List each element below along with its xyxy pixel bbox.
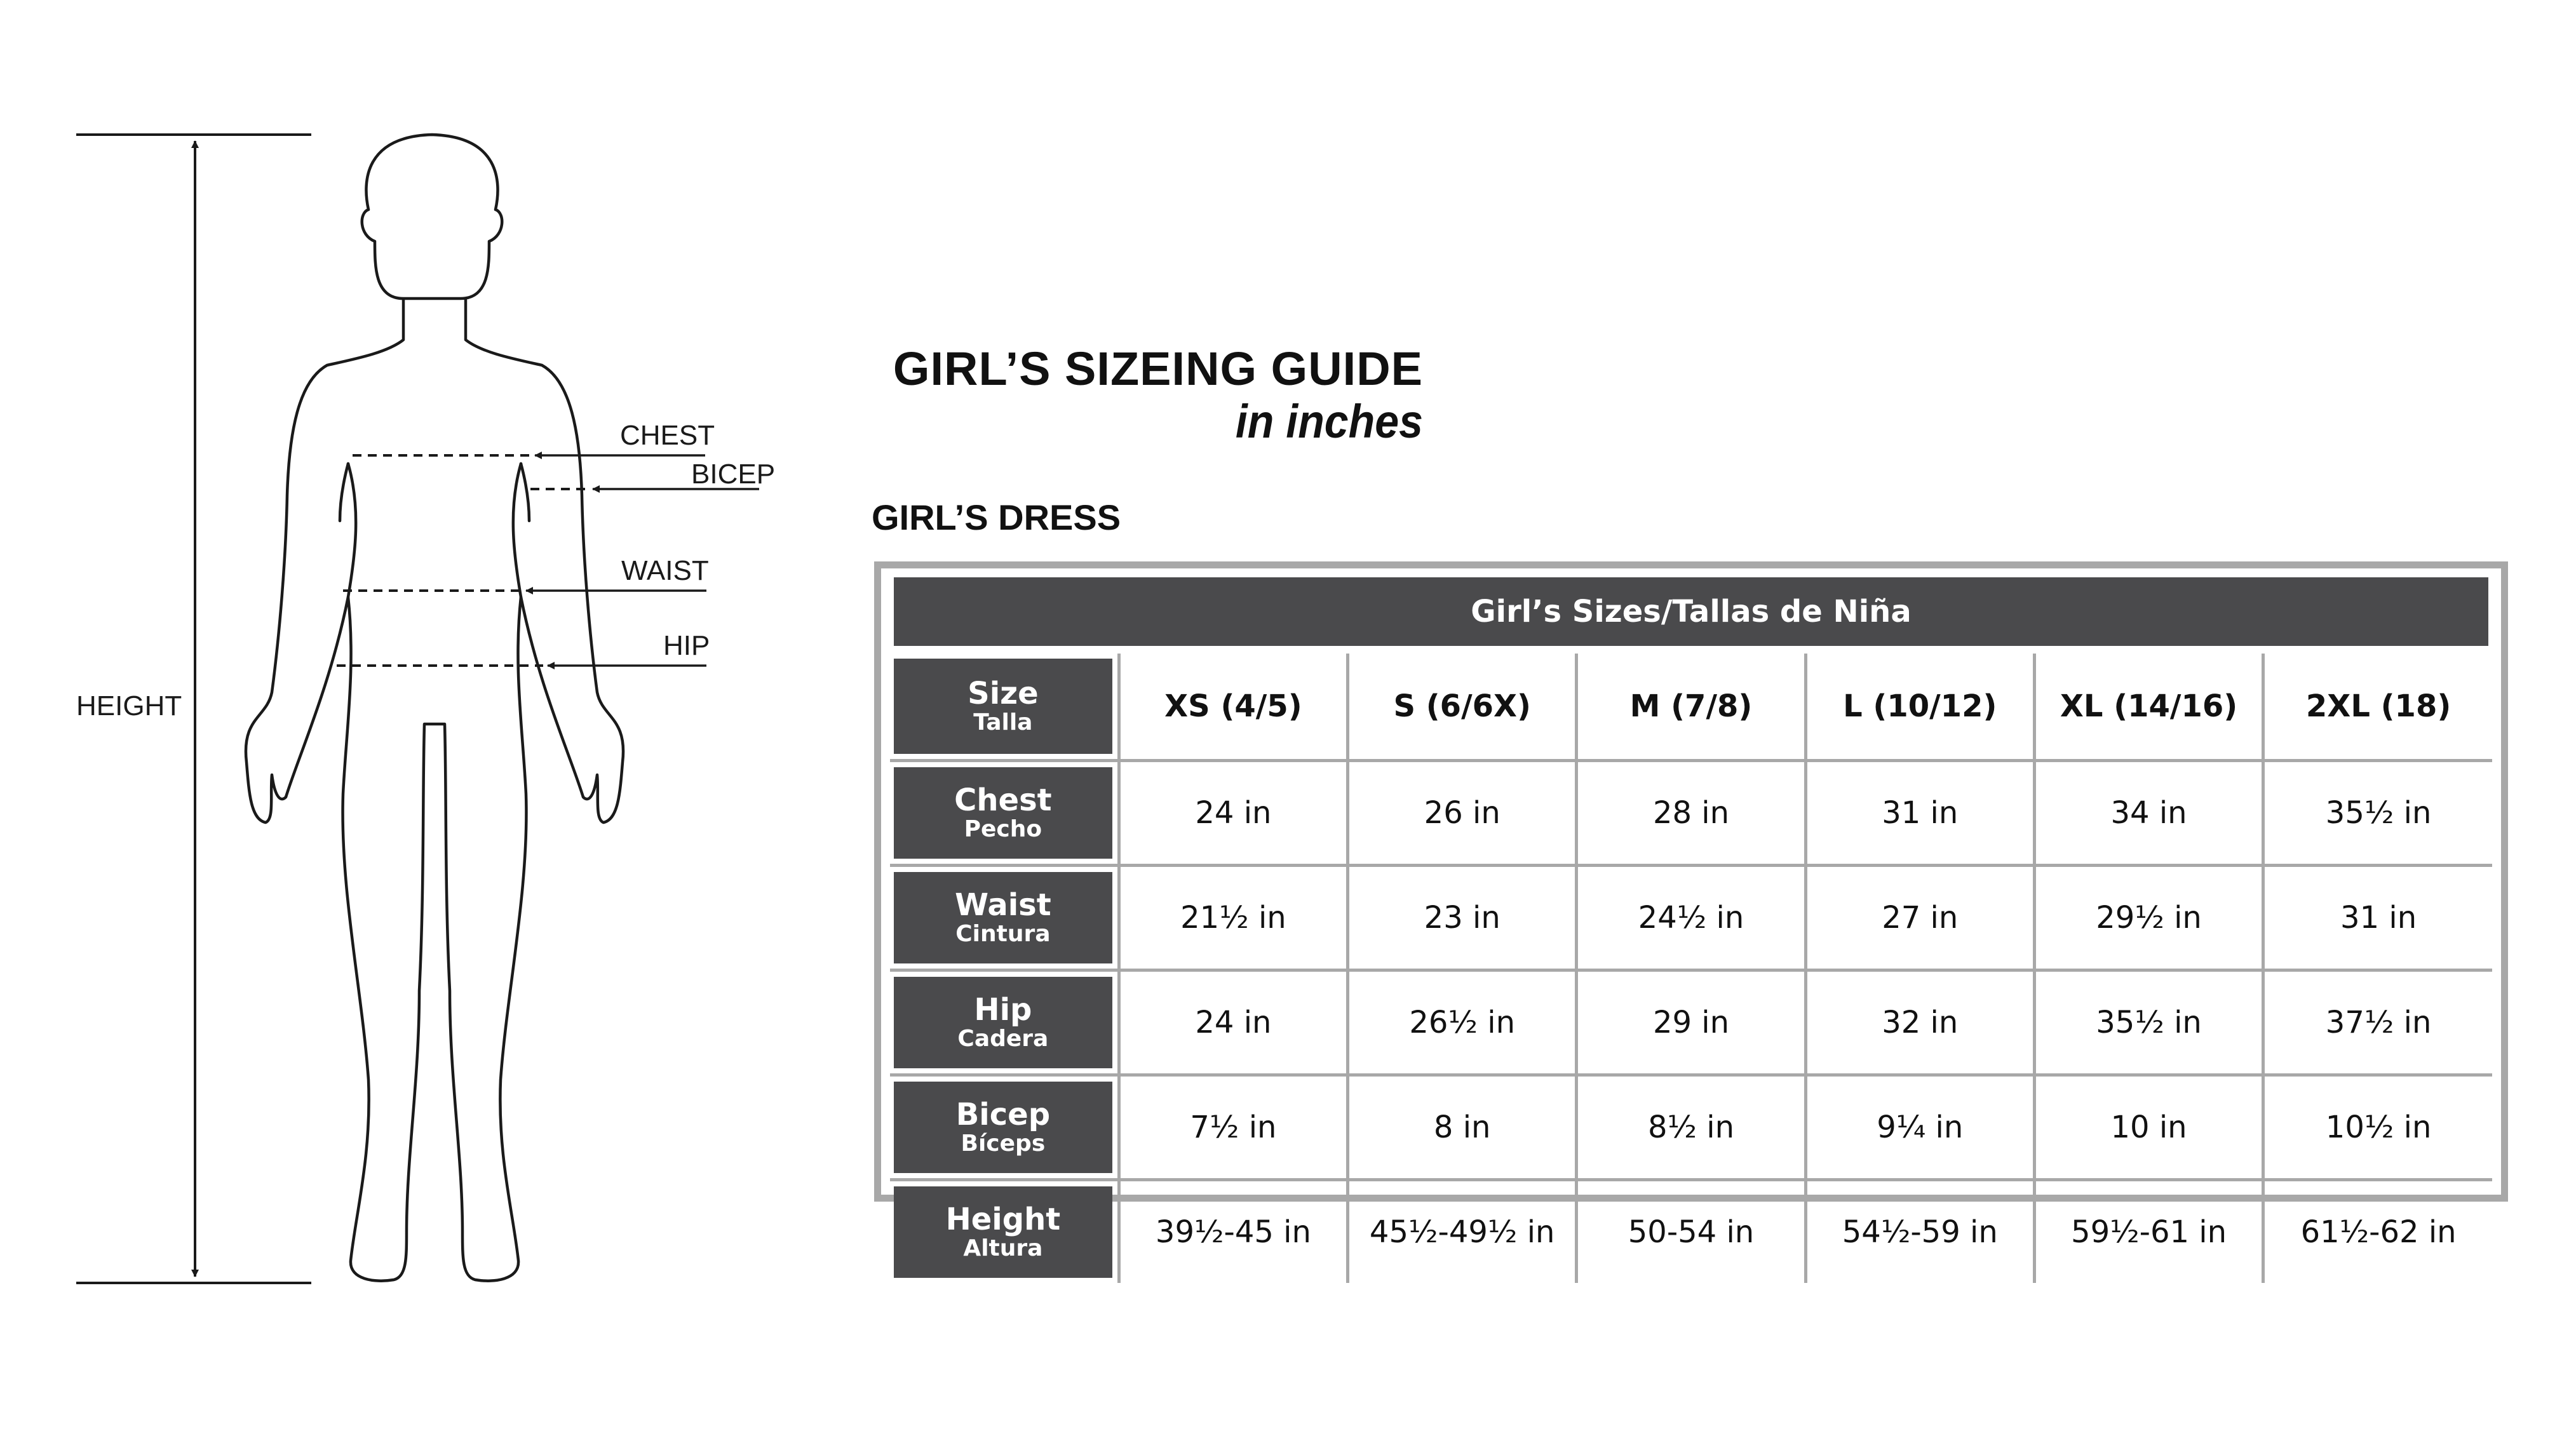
row-label-es: Cadera [957,1026,1049,1052]
row-label-box [894,1186,1112,1278]
row-label-en: Hip [974,991,1032,1028]
table-cell: 37½ in [2263,970,2492,1075]
table-cell: 45½-49½ in [1348,1180,1577,1284]
table-cell: 24 in [1119,970,1347,1075]
chest-label: CHEST [620,420,715,451]
table-banner-cell [890,577,2492,654]
table-cell: 29½ in [2034,866,2263,970]
size-chart-table [890,577,2492,1283]
height-label: HEIGHT [76,690,182,721]
table-row-waist [890,866,2492,970]
row-label-cell [890,761,1119,866]
row-label-en: Waist [955,887,1051,923]
size-header-s: S (6/6X) [1348,654,1577,761]
row-label-en: Bicep [955,1096,1051,1132]
measurement-lines [337,455,588,666]
body-measurement-figure [0,0,826,1436]
guide-title [864,342,1423,447]
table-cell: 29 in [1577,970,1805,1075]
table-cell: 28 in [1577,761,1805,866]
table-cell: 27 in [1805,866,2034,970]
table-row-hip [890,970,2492,1075]
row-label-cell [890,1075,1119,1180]
size-header-l: L (10/12) [1805,654,2034,761]
size-label-box [894,659,1112,754]
row-label-box [894,767,1112,859]
size-header-row [890,654,2492,761]
table-cell: 31 in [1805,761,2034,866]
size-header-xs: XS (4/5) [1119,654,1347,761]
table-cell: 54½-59 in [1805,1180,2034,1284]
size-header-m: M (7/8) [1577,654,1805,761]
table-cell: 34 in [2034,761,2263,866]
guide-title-main: GIRL’S SIZEING GUIDE [893,342,1423,395]
table-cell: 59½-61 in [2034,1180,2263,1284]
row-label-en: Height [945,1201,1061,1237]
table-cell: 8½ in [1577,1075,1805,1180]
table-banner-row [890,577,2492,654]
table-cell: 61½-62 in [2263,1180,2492,1284]
size-table [874,561,2508,1262]
table-cell: 31 in [2263,866,2492,970]
table-cell: 7½ in [1119,1075,1347,1180]
table-row-chest [890,761,2492,866]
table-cell: 9¼ in [1805,1075,2034,1180]
table-cell: 24 in [1119,761,1347,866]
row-label-box [894,872,1112,963]
size-label-en: Size [968,675,1039,711]
row-label-cell [890,1180,1119,1284]
row-label-es: Pecho [964,816,1042,843]
size-header-xl: XL (14/16) [2034,654,2263,761]
table-cell: 26 in [1348,761,1577,866]
row-label-cell [890,866,1119,970]
table-row-bicep [890,1075,2492,1180]
hip-label: HIP [663,630,710,661]
row-label-es: Altura [963,1235,1043,1262]
row-label-box [894,1082,1112,1173]
row-label-box [894,977,1112,1068]
guide-title-unit: in inches [1235,395,1423,448]
table-cell: 35½ in [2034,970,2263,1075]
table-cell: 21½ in [1119,866,1347,970]
table-cell: 35½ in [2263,761,2492,866]
table-cell: 39½-45 in [1119,1180,1347,1284]
row-label-en: Chest [954,782,1052,818]
section-title: GIRL’S DRESS [872,497,1121,537]
row-label-es: Cintura [955,921,1051,948]
size-header-2xl: 2XL (18) [2263,654,2492,761]
size-label-cell [890,654,1119,761]
size-label-es: Talla [973,709,1033,736]
row-label-es: Bíceps [961,1131,1046,1157]
table-cell: 10 in [2034,1075,2263,1180]
waist-label: WAIST [621,555,709,586]
table-cell: 23 in [1348,866,1577,970]
table-cell: 24½ in [1577,866,1805,970]
table-banner: Girl’s Sizes/Tallas de Niña [894,577,2488,646]
table-cell: 8 in [1348,1075,1577,1180]
bicep-label: BICEP [691,459,776,490]
row-label-cell [890,970,1119,1075]
table-cell: 32 in [1805,970,2034,1075]
table-row-height [890,1180,2492,1284]
table-cell: 10½ in [2263,1075,2492,1180]
table-cell: 26½ in [1348,970,1577,1075]
child-silhouette [246,135,623,1281]
table-cell: 50-54 in [1577,1180,1805,1284]
